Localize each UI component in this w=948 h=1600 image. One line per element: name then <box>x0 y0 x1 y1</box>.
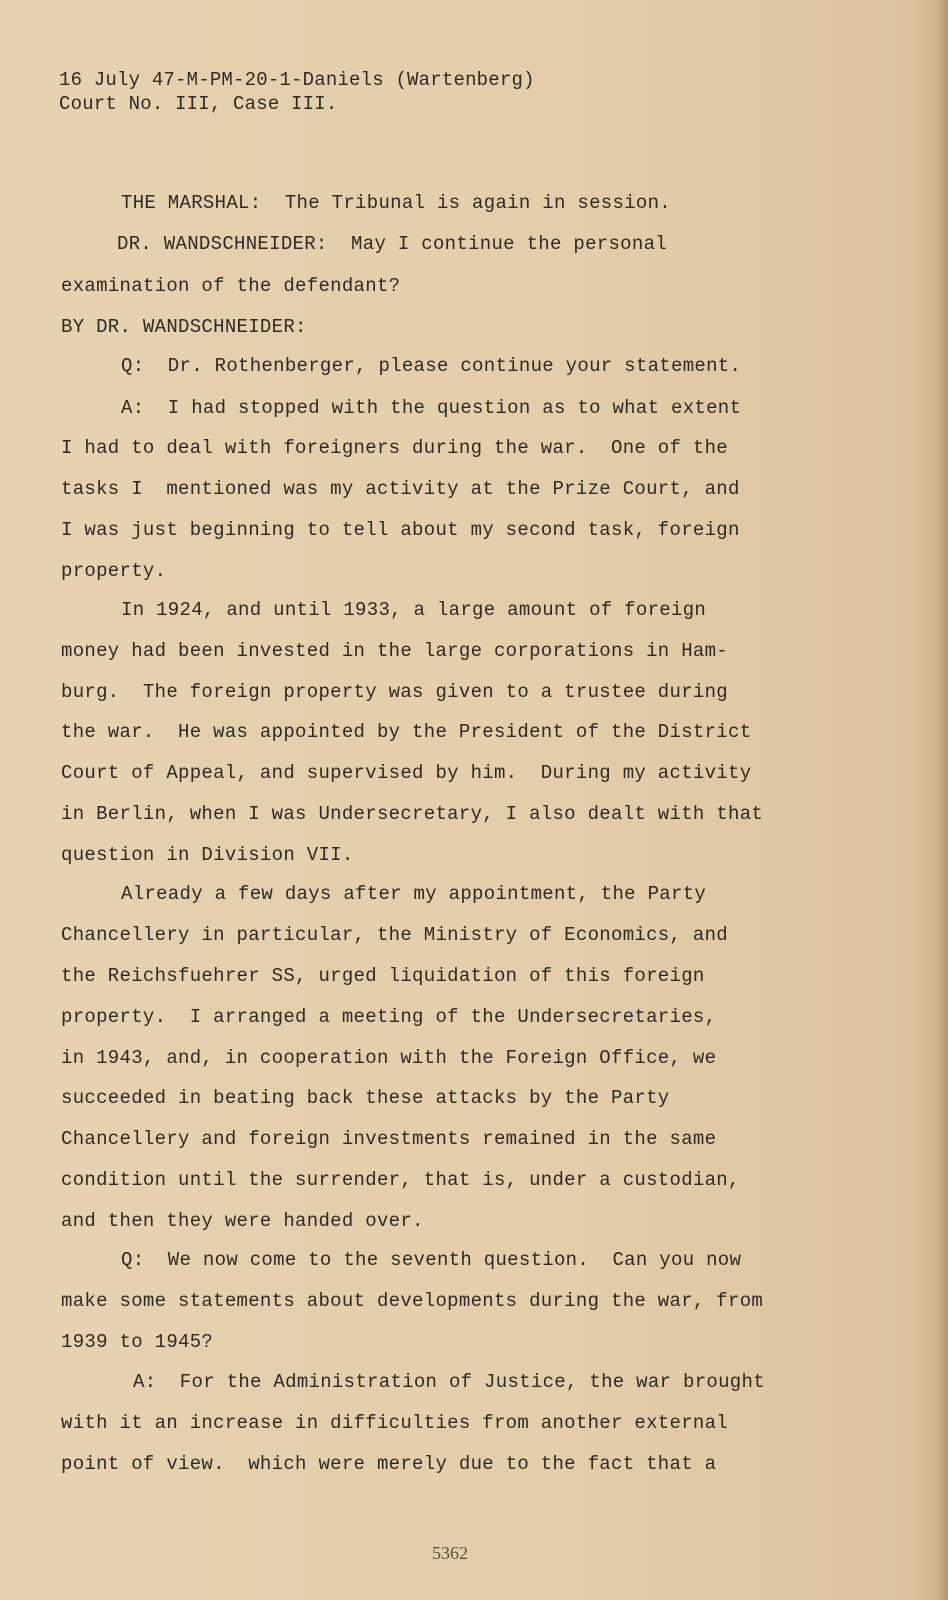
text-line: Q: Dr. Rothenberger, please continue your statement. <box>121 355 742 377</box>
text-line: and then they were handed over. <box>61 1210 424 1232</box>
text-line: burg. The foreign property was given to a trustee during <box>61 681 729 703</box>
header-line-date: 16 July 47-M-PM-20-1-Daniels (Wartenberg) <box>59 69 535 91</box>
text-line: condition until the surrender, that is, under a custodian, <box>61 1169 740 1191</box>
text-line: in Berlin, when I was Undersecretary, I also dealt with that <box>61 803 764 825</box>
text-line: A: I had stopped with the question as to what extent <box>121 397 742 419</box>
text-line: Chancellery in particular, the Ministry of Economics, and <box>61 924 729 946</box>
text-line: tasks I mentioned was my activity at the Prize Court, and <box>61 478 740 500</box>
document-header <box>59 68 535 116</box>
text-line: money had been invested in the large corporations in Ham- <box>61 640 729 662</box>
page-number: 5362 <box>432 1543 468 1563</box>
text-line: point of view. which were merely due to the fact that a <box>61 1453 717 1475</box>
text-line: Q: We now come to the seventh question. Can you now <box>121 1249 742 1271</box>
text-line: the war. He was appointed by the President of the District <box>61 721 752 743</box>
page-edge-shadow <box>938 0 948 1600</box>
text-line: in 1943, and, in cooperation with the Foreign Office, we <box>61 1047 717 1069</box>
text-line: the Reichsfuehrer SS, urged liquidation of this foreign <box>61 965 705 987</box>
text-line: examination of the defendant? <box>61 275 401 297</box>
text-line: BY DR. WANDSCHNEIDER: <box>61 316 307 338</box>
text-line: succeeded in beating back these attacks by the Party <box>61 1087 670 1109</box>
text-line: In 1924, and until 1933, a large amount of foreign <box>121 599 707 621</box>
text-line: DR. WANDSCHNEIDER: May I continue the personal <box>117 233 667 255</box>
text-line: property. <box>61 560 167 582</box>
text-line: Court of Appeal, and supervised by him. During my activity <box>61 762 752 784</box>
text-line: Chancellery and foreign investments remained in the same <box>61 1128 717 1150</box>
text-line: Already a few days after my appointment, the Party <box>121 883 707 905</box>
text-line: I was just beginning to tell about my second task, foreign <box>61 519 740 541</box>
text-line: THE MARSHAL: The Tribunal is again in session. <box>121 192 671 214</box>
text-line: A: For the Administration of Justice, the war brought <box>133 1371 765 1393</box>
text-line: property. I arranged a meeting of the Undersecretaries, <box>61 1006 717 1028</box>
text-line: question in Division VII. <box>61 844 354 866</box>
text-line: 1939 to 1945? <box>61 1331 214 1353</box>
text-line: I had to deal with foreigners during the war. One of the <box>61 437 729 459</box>
header-line-court: Court No. III, Case III. <box>59 93 338 115</box>
text-line: with it an increase in difficulties from another external <box>61 1412 729 1434</box>
text-line: make some statements about developments during the war, from <box>61 1290 764 1312</box>
